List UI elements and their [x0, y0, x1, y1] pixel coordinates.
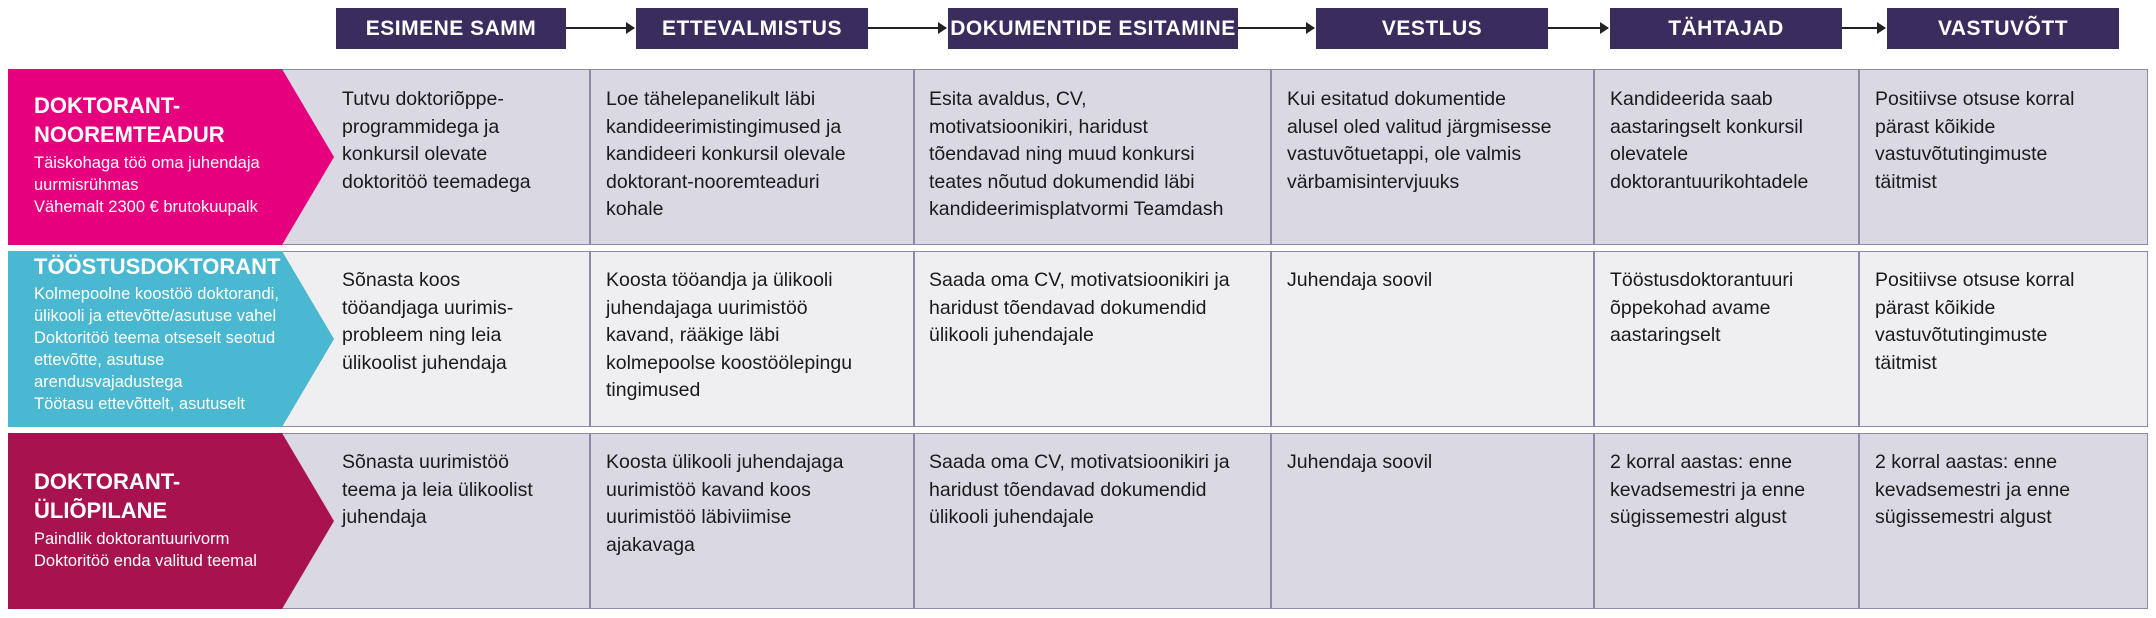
step-dokumentide-esitamine: DOKUMENTIDE ESITAMINE [948, 8, 1238, 49]
cell-toostus-vastuvott: Positiivse otsuse korral pärast kõikide vastuvõtutingimuste täitmist [1875, 269, 2075, 374]
step-ettevalmistus: ETTEVALMISTUS [636, 8, 868, 49]
arrow-connector [566, 27, 634, 29]
cell-nooremteadur-vastuvott: Positiivse otsuse korral pärast kõikide vastuvõtutingimuste täitmist [1875, 88, 2075, 193]
cell-nooremteadur-vestlus: Kui esitatud dokumentide alusel oled valitud järgmisesse vastuvõtuetappi, ole valmis värbamisintervjuuks [1287, 88, 1552, 193]
column-divider [1858, 251, 1860, 427]
column-divider [1858, 433, 1860, 609]
cell-uliopilane-esimene-samm: Sõnasta uurimistöö teema ja leia ülikoolist juhendaja [342, 451, 533, 528]
column-divider [1270, 433, 1272, 609]
column-divider [1270, 69, 1272, 245]
arrow-connector [1842, 27, 1885, 29]
row-label-toostusdoktorant [8, 251, 334, 427]
column-divider [913, 251, 915, 427]
arrow-connector [868, 27, 946, 29]
column-divider [589, 69, 591, 245]
cell-nooremteadur-tahtajad: Kandideerida saab aastaringselt konkursil olevatele doktorantuurikohtadele [1610, 88, 1809, 193]
arrow-connector [1238, 27, 1314, 29]
cell-toostus-tahtajad: Tööstusdoktorantuuri õppekohad avame aastaringselt [1610, 269, 1794, 346]
cell-uliopilane-vestlus: Juhendaja soovil [1287, 451, 1433, 473]
cell-nooremteadur-ettevalmistus: Loe tähelepanelikult läbi kandideerimistingimused ja kandideeri konkursil olevale doktorant-nooremteaduri kohale [606, 88, 846, 220]
column-divider [1593, 433, 1595, 609]
row-title: DOKTORANT- NOOREMTEADUR [34, 93, 225, 147]
column-divider [589, 433, 591, 609]
row-description: Paindlik doktorantuurivorm Doktoritöö enda valitud teemal [34, 530, 257, 570]
column-divider [1858, 69, 1860, 245]
arrow-connector [1548, 27, 1608, 29]
column-divider [1593, 251, 1595, 427]
cell-toostus-vestlus: Juhendaja soovil [1287, 269, 1433, 291]
column-divider [1593, 69, 1595, 245]
column-divider [913, 69, 915, 245]
step-vestlus: VESTLUS [1316, 8, 1548, 49]
column-divider [1270, 251, 1272, 427]
cell-nooremteadur-esimene-samm: Tutvu doktoriõppe- programmidega ja konkursil olevate doktoritöö teemadega [342, 88, 531, 193]
column-divider [913, 433, 915, 609]
row-title: TÖÖSTUSDOKTORANT [34, 254, 281, 279]
cell-uliopilane-tahtajad: 2 korral aastas: enne kevadsemestri ja enne sügissemestri algust [1610, 451, 1806, 528]
cell-uliopilane-ettevalmistus: Koosta ülikooli juhendajaga uurimistöö kavand koos uurimistöö läbiviimise ajakavaga [606, 451, 844, 556]
row-description: Kolmepoolne koostöö doktorandi, ülikooli ja ettevõtte/asutuse vahel Doktoritöö teema otseselt seotud ettevõtte, asutuse arendusvajadustega Töötasu ettevõttelt, asutuselt [34, 285, 279, 413]
column-divider [589, 251, 591, 427]
row-description: Täiskohaga töö oma juhendaja uurmisrühmas Vähemalt 2300 € brutokuupalk [34, 154, 260, 216]
cell-uliopilane-vastuvott: 2 korral aastas: enne kevadsemestri ja enne sügissemestri algust [1875, 451, 2071, 528]
row-label-nooremteadur [8, 69, 334, 245]
cell-toostus-dokumendid: Saada oma CV, motivatsioonikiri ja haridust tõendavad dokumendid ülikooli juhendajale [929, 269, 1230, 346]
step-tahtajad: TÄHTAJAD [1610, 8, 1842, 49]
row-label-uliopilane [8, 433, 334, 609]
step-vastuvott: VASTUVÕTT [1887, 8, 2119, 49]
cell-uliopilane-dokumendid: Saada oma CV, motivatsioonikiri ja haridust tõendavad dokumendid ülikooli juhendajale [929, 451, 1230, 528]
cell-toostus-ettevalmistus: Koosta tööandja ja ülikooli juhendajaga uurimistöö kavand, rääkige läbi kolmepoolse koostöölepingu tingimused [606, 269, 853, 401]
cell-toostus-esimene-samm: Sõnasta koos tööandjaga uurimis- probleem ning leia ülikoolist juhendaja [342, 269, 514, 374]
step-esimene-samm: ESIMENE SAMM [336, 8, 566, 49]
cell-nooremteadur-dokumendid: Esita avaldus, CV, motivatsioonikiri, haridust tõendavad ning muud konkursi teates nõutud dokumendid läbi kandideerimisplatvormi Teamdash [929, 88, 1224, 220]
row-title: DOKTORANT- ÜLIÕPILANE [34, 469, 181, 523]
